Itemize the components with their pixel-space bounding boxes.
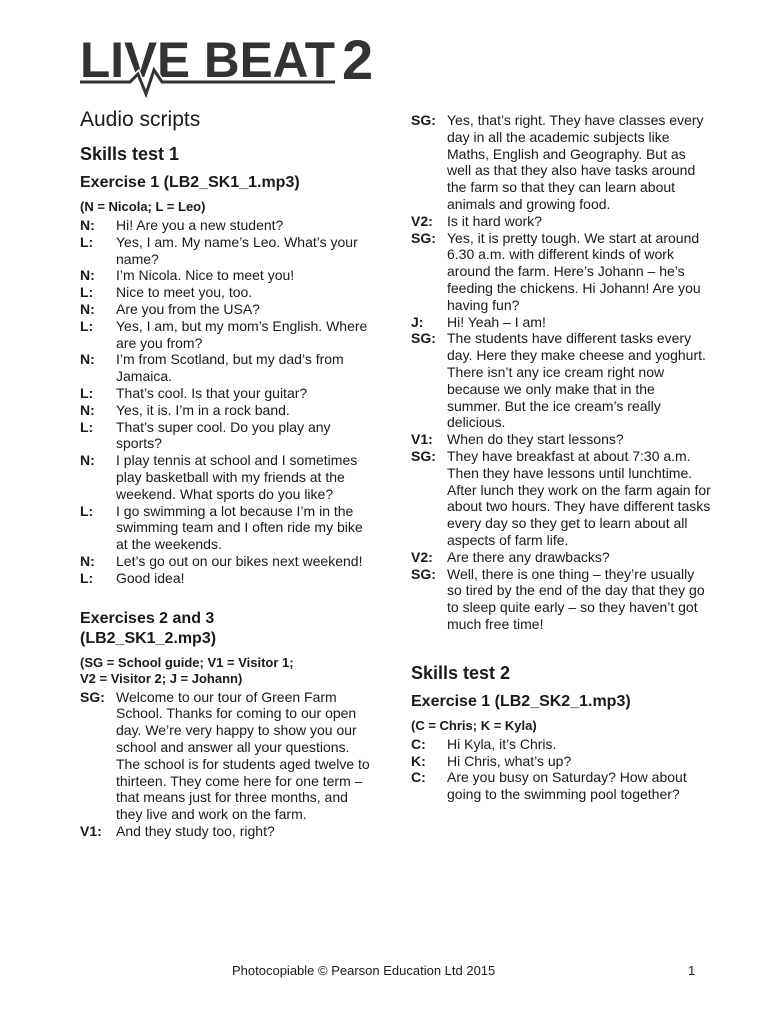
speaker: SG:: [411, 112, 436, 128]
line-text: Nice to meet you, too.: [116, 284, 253, 301]
dialogue-line: [80, 452, 372, 502]
speaker: SG:: [411, 229, 436, 246]
dialogue-line: [411, 549, 711, 566]
line-text: Yes, I am. My name’s Leo. What’s your name?: [116, 233, 358, 267]
line-text: Hi Kyla, it’s Chris.: [447, 735, 557, 752]
speaker: L:: [80, 233, 94, 250]
exercises-2-3-dialogue-continued: [411, 112, 711, 633]
line-text: Well, there is one thing – they’re usually so tired by the end of the day that they go to sleep quite early – so they haven’t got much free time!: [447, 565, 705, 632]
line-text: Hi Chris, what’s up?: [447, 752, 572, 769]
line-text: That’s cool. Is that your guitar?: [116, 384, 308, 401]
line-text: Is it hard work?: [447, 212, 542, 229]
dialogue-line: [80, 689, 372, 823]
line-text: I play tennis at school and I sometimes play basketball with my friends at the weekend. What sports do you like?: [116, 452, 358, 502]
dialogue-line: [80, 351, 372, 385]
dialogue-line: [411, 566, 711, 633]
dialogue-line: [80, 217, 372, 234]
dialogue-line: [411, 330, 711, 431]
speaker: C:: [411, 735, 426, 752]
dialogue-line: [411, 736, 711, 753]
dialogue-line: [80, 318, 372, 352]
line-text: Yes, it is. I’m in a rock band.: [116, 401, 290, 418]
dialogue-line: [80, 823, 372, 840]
speaker: V1:: [411, 431, 433, 448]
left-column: [80, 108, 372, 840]
live-beat-2-logo: [80, 30, 380, 100]
line-text: And they study too, right?: [116, 822, 275, 839]
dialogue-line: [80, 419, 372, 453]
line-text: I’m Nicola. Nice to meet you!: [116, 267, 295, 284]
line-text: Yes, that’s right. They have classes every day in all the academic subjects like Maths, English and Geography. But as well as that they also have tasks around the farm so that they can learn about animals and growing food.: [447, 112, 704, 212]
exercises-2-3-heading-line-2: (LB2_SK1_2.mp3): [80, 629, 217, 647]
line-text: Yes, it is pretty tough. We start at around 6.30 a.m. with different kinds of work around the farm. Here’s Johann – he’s feeding the chickens. Hi Johann! Are you having fun?: [447, 229, 701, 313]
speaker: L:: [80, 317, 94, 334]
logo-text: LIVE BEAT: [80, 32, 335, 88]
line-text: I’m from Scotland, but my dad’s from Jamaica.: [116, 351, 344, 385]
dialogue-line: [80, 570, 372, 587]
line-text: They have breakfast at about 7:30 a.m. Then they have lessons until lunchtime. After lunch they work on the farm again for about two hours. They have different tasks every day so they get to learn about all aspects of farm life.: [447, 447, 711, 548]
skills-2-exercise-1-dialogue: [411, 736, 711, 803]
speaker: C:: [411, 769, 426, 786]
speaker: N:: [80, 351, 95, 368]
exercises-2-3-dialogue: [80, 689, 372, 840]
dialogue-line: [411, 753, 711, 770]
speaker: L:: [80, 284, 94, 301]
dialogue-line: [411, 314, 711, 331]
speaker: J:: [411, 313, 424, 330]
exercise-1-heading: Exercise 1 (LB2_SK1_1.mp3): [80, 174, 300, 191]
line-text: When do they start lessons?: [447, 431, 624, 448]
speaker: N:: [80, 452, 95, 469]
speaker: N:: [80, 401, 95, 418]
legend-line-2: V2 = Visitor 2; J = Johann): [80, 670, 243, 686]
dialogue-line: [80, 503, 372, 553]
speaker: V2:: [411, 548, 433, 565]
line-text: Are you from the USA?: [116, 300, 260, 317]
page-number: 1: [688, 963, 696, 978]
dialogue-line: [80, 402, 372, 419]
exercise-1-dialogue: [80, 217, 372, 587]
speaker: L:: [80, 384, 94, 401]
line-text: I go swimming a lot because I’m in the swimming team and I often ride my bike at the weekends.: [116, 502, 363, 553]
line-text: The students have different tasks every day. Here they make cheese and yoghurt. There isn’t any ice cream right now because we only make that in the summer. But the ice cream’s really delicious.: [447, 330, 706, 431]
speaker: L:: [80, 569, 94, 586]
dialogue-line: [411, 769, 711, 803]
dialogue-line: [80, 267, 372, 284]
dialogue-line: [411, 448, 711, 549]
dialogue-line: [80, 553, 372, 570]
page-title: Audio scripts: [80, 108, 201, 131]
line-text: Are you busy on Saturday? How about going to the swimming pool together?: [447, 769, 687, 803]
exercises-2-3-legend: [80, 655, 372, 687]
line-text: Hi! Yeah – I am!: [447, 313, 546, 330]
speaker: L:: [80, 418, 94, 435]
speaker: N:: [80, 300, 95, 317]
speaker: SG:: [80, 688, 105, 705]
dialogue-line: [80, 234, 372, 268]
line-text: Are there any drawbacks?: [447, 548, 610, 565]
line-text: Yes, I am, but my mom’s English. Where are you from?: [116, 317, 368, 351]
dialogue-line: [411, 112, 711, 213]
line-text: That’s super cool. Do you play any sports?: [116, 418, 331, 452]
dialogue-line: [80, 385, 372, 402]
dialogue-line: [411, 230, 711, 314]
skills-2-exercise-1-heading: Exercise 1 (LB2_SK2_1.mp3): [411, 692, 631, 710]
speaker: SG:: [411, 565, 436, 582]
speaker: N:: [80, 217, 95, 233]
dialogue-line: [411, 431, 711, 448]
speaker: V1:: [80, 822, 102, 839]
dialogue-line: [80, 284, 372, 301]
speaker: K:: [411, 752, 426, 769]
exercise-1-legend: (N = Nicola; L = Leo): [80, 199, 206, 214]
logo-number: 2: [342, 30, 374, 91]
speaker: L:: [80, 502, 94, 519]
section-heading-skills-test-1: Skills test 1: [80, 144, 180, 164]
section-heading-skills-test-2: Skills test 2: [411, 662, 511, 683]
speaker: SG:: [411, 447, 436, 464]
speaker: SG:: [411, 330, 436, 347]
exercises-2-3-heading-line-1: Exercises 2 and 3: [80, 609, 215, 627]
line-text: Let’s go out on our bikes next weekend!: [116, 552, 363, 569]
right-column: [411, 112, 711, 803]
speaker: V2:: [411, 212, 433, 229]
skills-2-exercise-1-legend: (C = Chris; K = Kyla): [411, 717, 537, 733]
line-text: Good idea!: [116, 569, 185, 586]
speaker: N:: [80, 552, 95, 569]
speaker: N:: [80, 267, 95, 284]
exercises-2-3-heading: [80, 609, 372, 649]
legend-line-1: (SG = School guide; V1 = Visitor 1;: [80, 654, 294, 670]
line-text: Hi! Are you a new student?: [116, 217, 284, 233]
copyright-notice: Photocopiable © Pearson Education Ltd 2015: [232, 963, 496, 978]
dialogue-line: [411, 213, 711, 230]
dialogue-line: [80, 301, 372, 318]
line-text: Welcome to our tour of Green Farm School. Thanks for coming to our open day. We’re very happy to show you our school and answer all your questions. The school is for students aged twelve to thirteen. They come here for one term – that means just for three months, and they live and work on the farm.: [116, 688, 370, 823]
